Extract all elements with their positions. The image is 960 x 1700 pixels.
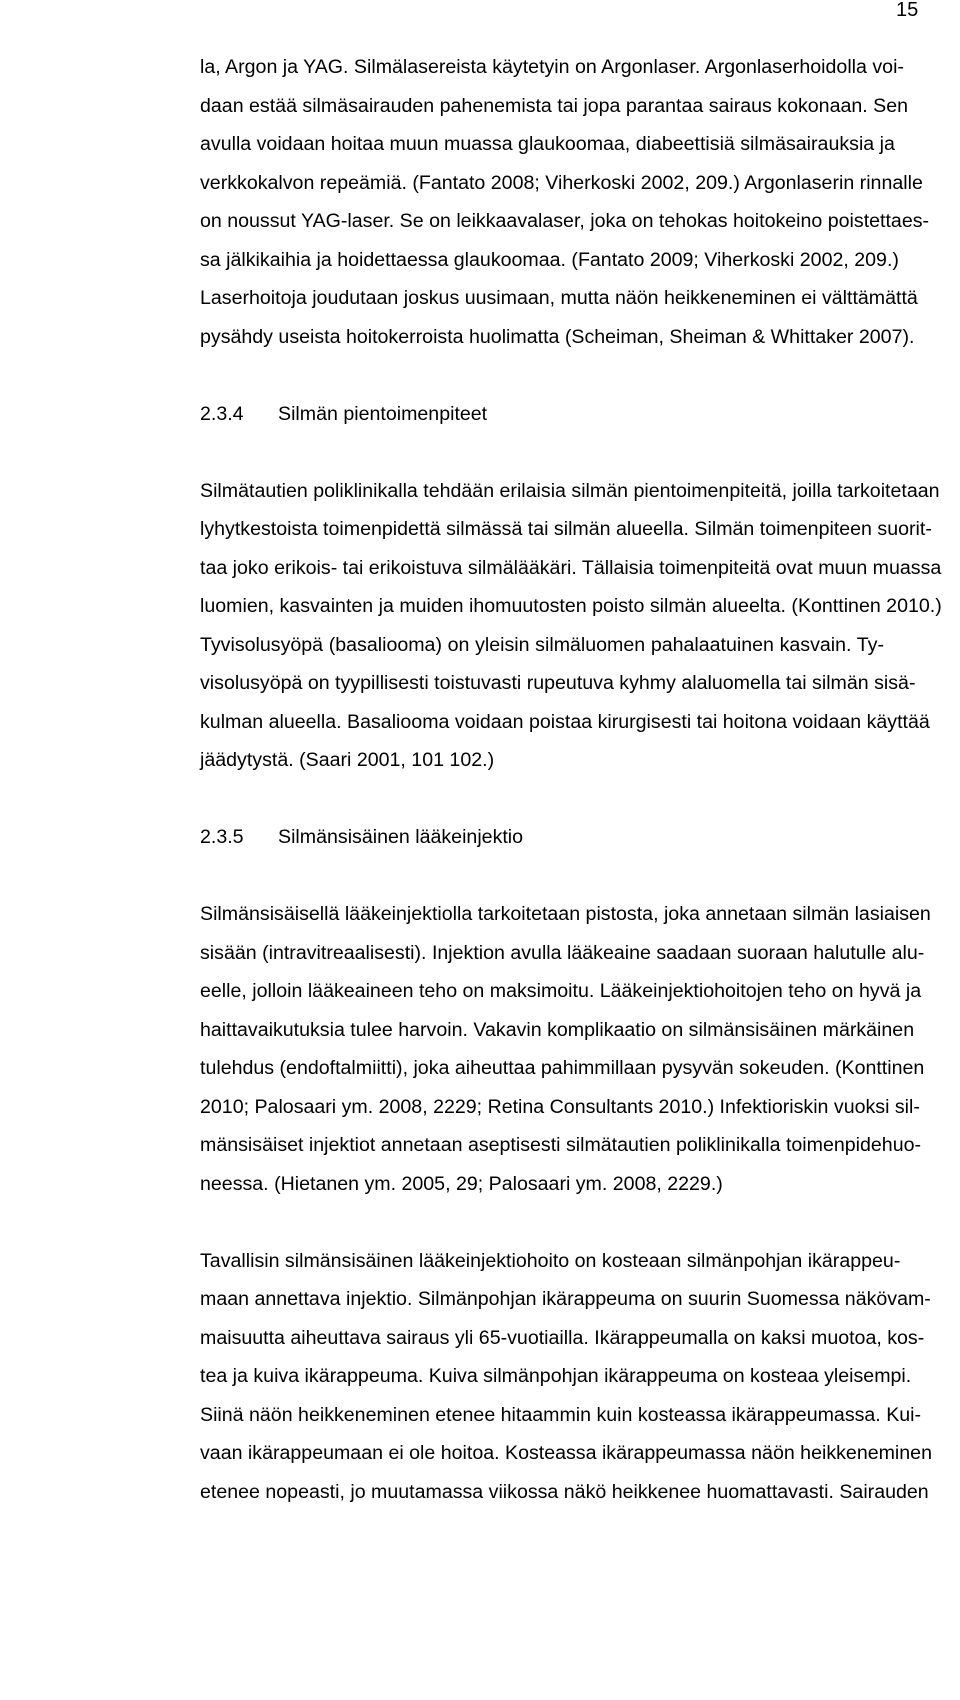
paragraph-minor-procedures [200,472,942,780]
text-line: Silmänsisäisellä lääkeinjektiolla tarkoitetaan pistosta, joka annetaan silmän lasiaisen [200,903,931,925]
text-line: Laserhoitoja joudutaan joskus uusimaan, mutta näön heikkeneminen ei välttämättä [200,287,918,309]
text-line: tea ja kuiva ikärappeuma. Kuiva silmänpohjan ikärappeuma on kosteaa yleisempi. [200,1365,912,1387]
section-number: 2.3.4 [200,402,244,425]
text-line: eelle, jolloin lääkeaineen teho on maksimoitu. Lääkeinjektiohoitojen teho on hyvä ja [200,980,922,1002]
document-body [200,48,942,1511]
text-line: tulehdus (endoftalmiitti), joka aiheuttaa pahimmillaan pysyvän sokeuden. (Konttinen [200,1057,925,1079]
paragraph-intravitreal-injection [200,895,931,1203]
text-line: mänsisäiset injektiot annetaan aseptisesti silmätautien poliklinikalla toimenpidehuo- [200,1134,922,1156]
page-number: 15 [896,0,919,21]
text-line: la, Argon ja YAG. Silmälasereista käytetyin on Argonlaser. Argonlaserhoidolla voi- [200,56,904,78]
text-line: sa jälkikaihia ja hoidettaessa glaukoomaa. (Fantato 2009; Viherkoski 2002, 209.) [200,248,899,271]
text-line: haittavaikutuksia tulee harvoin. Vakavin komplikaatio on silmänsisäinen märkäinen [200,1018,915,1041]
spacer [200,1203,884,1242]
text-line: on noussut YAG-laser. Se on leikkaavalaser, joka on tehokas hoitokeino poistettaes- [200,210,930,232]
text-line: neessa. (Hietanen ym. 2005, 29; Palosaari ym. 2008, 2229.) [200,1172,723,1195]
text-line: Silmätautien poliklinikalla tehdään erilaisia silmän pientoimenpiteitä, joilla tarkoitetaan [200,479,940,502]
text-line: daan estää silmäsairauden pahenemista tai jopa parantaa sairaus kokonaan. Sen [200,94,909,117]
spacer [200,857,884,896]
paragraph-laser-treatment [200,48,930,356]
text-line: kulman alueella. Basaliooma voidaan poistaa kirurgisesti tai hoitona voidaan käyttää [200,710,930,733]
text-line: maisuutta aiheuttava sairaus yli 65-vuotiailla. Ikärappeumalla on kaksi muotoa, kos- [200,1326,925,1349]
text-line: jäädytystä. (Saari 2001, 101 102.) [200,749,495,771]
section-title: Silmän pientoimenpiteet [278,402,488,425]
section-heading-2-3-5 [200,818,884,857]
text-line: lyhytkestoista toimenpidettä silmässä tai silmän alueella. Silmän toimenpiteen suorit- [200,518,932,540]
spacer [200,356,884,395]
text-line: visolusyöpä on tyypillisesti toistuvasti rupeutuva kyhmy alaluomella tai silmän sisä- [200,672,916,694]
spacer [200,780,884,819]
text-line: pysähdy useista hoitokerroista huolimatta (Scheiman, Sheiman & Whittaker 2007). [200,325,915,348]
section-number: 2.3.5 [200,826,244,848]
text-line: avulla voidaan hoitaa muun muassa glaukoomaa, diabeettisiä silmäsairauksia ja [200,133,895,155]
section-title: Silmänsisäinen lääkeinjektio [278,826,524,848]
spacer [200,433,884,472]
text-line: sisään (intravitreaalisesti). Injektion avulla lääkeaine saadaan suoraan halutulle alu- [200,941,925,964]
text-line: etenee nopeasti, jo muutamassa viikossa näkö heikkenee huomattavasti. Sairauden [200,1480,929,1503]
text-line: Tavallisin silmänsisäinen lääkeinjektiohoito on kosteaan silmänpohjan ikärappeu- [200,1249,901,1272]
paragraph-macular-degeneration [200,1242,932,1512]
text-line: maan annettava injektio. Silmänpohjan ikärappeuma on suurin Suomessa näkövam- [200,1288,931,1310]
text-line: vaan ikärappeumaan ei ole hoitoa. Kosteassa ikärappeumassa näön heikkeneminen [200,1442,932,1464]
text-line: luomien, kasvainten ja muiden ihomuutosten poisto silmän alueelta. (Konttinen 2010.) [200,595,942,617]
text-line: taa joko erikois- tai erikoistuva silmälääkäri. Tällaisia toimenpiteitä ovat muun muassa [200,556,942,579]
text-line: Tyvisolusyöpä (basaliooma) on yleisin silmäluomen pahalaatuinen kasvain. Ty- [200,633,884,656]
text-line: Siinä näön heikkeneminen etenee hitaammin kuin kosteassa ikärappeumassa. Kui- [200,1403,922,1426]
section-heading-2-3-4 [200,395,884,434]
text-line: verkkokalvon repeämiä. (Fantato 2008; Viherkoski 2002, 209.) Argonlaserin rinnalle [200,171,923,194]
text-line: 2010; Palosaari ym. 2008, 2229; Retina Consultants 2010.) Infektioriskin vuoksi sil- [200,1095,920,1118]
